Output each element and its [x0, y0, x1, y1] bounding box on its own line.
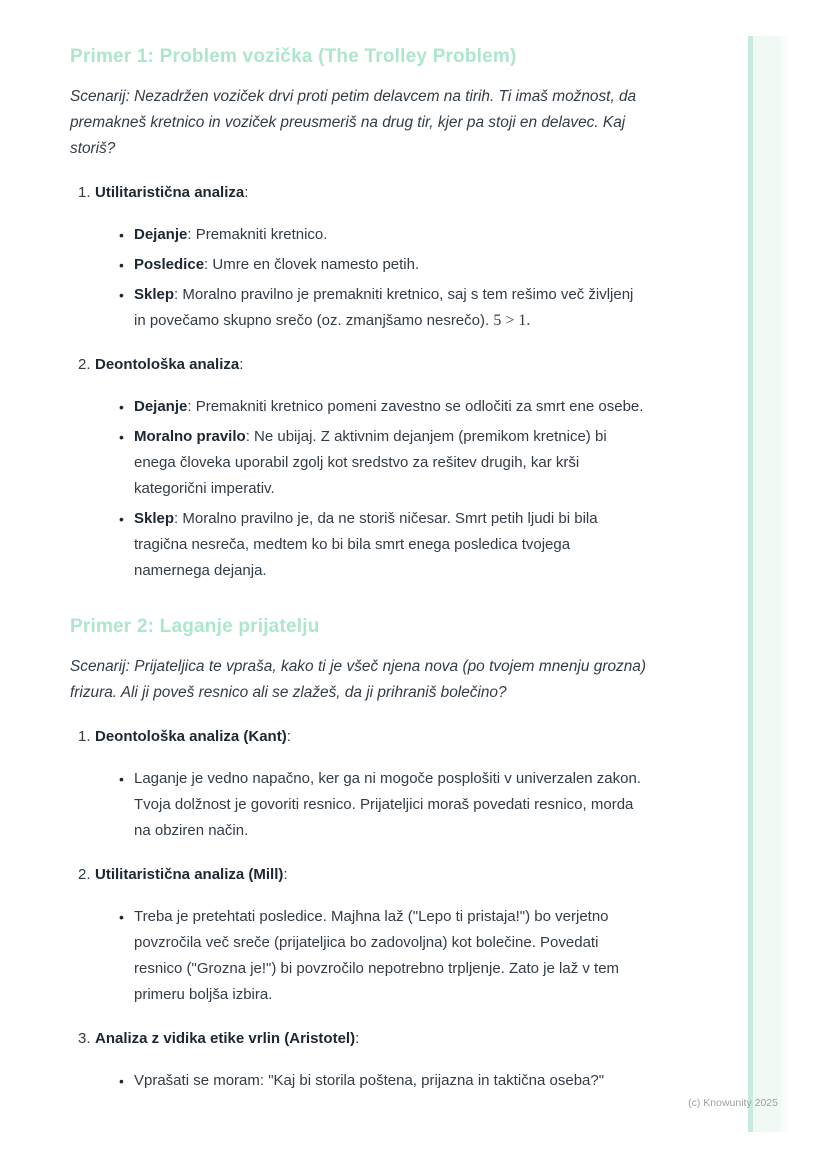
bullet-text: Laganje je vedno napačno, ker ga ni mogoče posplošiti v univerzalen zakon. Tvoja dolžnost je govoriti resnico. Prijateljici moraš povedati resnico, morda na obziren način.: [134, 770, 641, 839]
item-label: [95, 724, 291, 750]
bullet-list: [70, 766, 646, 844]
label-colon: :: [204, 256, 213, 273]
label-colon: :: [174, 286, 183, 303]
item-label-bold: Deontološka analiza: [95, 356, 240, 373]
item-label-bold: Deontološka analiza (Kant): [95, 728, 287, 745]
section-primer-1: [70, 44, 646, 584]
bullet-text: Ne ubijaj. Z aktivnim dejanjem (premikom kretnice) bi enega človeka uporabil zgolj kot sredstvo za rešitev drugih, kar krši kategorični imperativ.: [134, 428, 607, 497]
bullet-list: [70, 1068, 646, 1094]
bullet-text: Premakniti kretnico pomeni zavestno se odločiti za smrt ene osebe.: [195, 398, 644, 415]
label-colon: :: [355, 1030, 360, 1047]
label-colon: :: [174, 510, 183, 527]
copyright-footer: (c) Knowunity 2025: [688, 1097, 778, 1109]
scenario-paragraph: Scenarij: Prijateljica te vpraša, kako ti je všeč njena nova (po tvojem mnenju grozna) frizura. Ali ji poveš resnico ali se zlažeš, da ji prihraniš bolečino?: [70, 658, 646, 701]
label-colon: :: [283, 866, 288, 883]
bullet-text: Vprašati se moram: "Kaj bi storila poštena, prijazna in taktična oseba?": [134, 1072, 605, 1089]
bullet-list: [70, 394, 646, 584]
numbered-item: [70, 862, 646, 888]
bullet-list: [70, 222, 646, 334]
bullet-label: Sklep: [134, 286, 175, 303]
page-accent-band: [748, 36, 790, 1132]
section-primer-2: [70, 614, 646, 1094]
bullet-text: Moralno pravilno je, da ne storiš ničesar. Smrt petih ljudi bi bila tragična nesreča, medtem ko bi bila smrt enega posledica tvojega namernega dejanja.: [134, 510, 598, 579]
item-label-bold: Analiza z vidika etike vrlin (Aristotel): [95, 1030, 356, 1047]
bullet-item: [134, 1068, 646, 1094]
math-expression: 5 > 1.: [493, 312, 531, 329]
numbered-item: [70, 180, 646, 206]
item-label: [95, 1026, 359, 1052]
bullet-item: [134, 394, 646, 420]
bullet-text: Premakniti kretnico.: [195, 226, 328, 243]
bullet-label: Dejanje: [134, 398, 188, 415]
bullet-label: Sklep: [134, 510, 175, 527]
bullet-item: [134, 252, 646, 278]
item-label-bold: Utilitaristična analiza (Mill): [95, 866, 284, 883]
item-number: 3.: [78, 1030, 91, 1047]
label-colon: :: [244, 184, 249, 201]
numbered-item: [70, 352, 646, 378]
label-colon: :: [187, 398, 196, 415]
item-label: [95, 180, 248, 206]
label-colon: :: [245, 428, 255, 445]
label-colon: :: [239, 356, 244, 373]
bullet-text: Umre en človek namesto petih.: [212, 256, 420, 273]
bullet-item: [134, 904, 646, 1008]
item-label-bold: Utilitaristična analiza: [95, 184, 245, 201]
item-number: 2.: [78, 356, 91, 373]
bullet-label: Moralno pravilo: [134, 428, 246, 445]
bullet-item: [134, 506, 646, 584]
numbered-item: [70, 1026, 646, 1052]
bullet-item: [134, 766, 646, 844]
bullet-label: Posledice: [134, 256, 205, 273]
section-heading: Primer 2: Laganje prijatelju: [70, 616, 320, 637]
bullet-text: Moralno pravilno je premakniti kretnico, saj s tem rešimo več življenj in povečamo skupno srečo (oz. zmanjšamo nesrečo).: [134, 286, 634, 329]
bullet-item: [134, 222, 646, 248]
bullet-text: Treba je pretehtati posledice. Majhna laž ("Lepo ti pristaja!") bo verjetno povzročila več sreče (prijateljica bo zadovoljna) kot bolečine. Povedati resnico ("Grozna je!") bi povzročilo nepotrebno trpljenje. Zato je laž v tem primeru boljša izbira.: [134, 908, 620, 1003]
label-colon: :: [187, 226, 196, 243]
scenario-paragraph: Scenarij: Nezadržen voziček drvi proti petim delavcem na tirih. Ti imaš možnost, da premakneš kretnico in voziček preusmeriš na drug tir, kjer pa stoji en delavec. Kaj storiš?: [70, 88, 637, 157]
numbered-item: [70, 724, 646, 750]
document-content: [70, 44, 646, 1098]
bullet-item: [134, 282, 646, 334]
bullet-label: Dejanje: [134, 226, 188, 243]
label-colon: :: [286, 728, 291, 745]
section-heading: Primer 1: Problem vozička (The Trolley Problem): [70, 46, 517, 67]
item-label: [95, 862, 288, 888]
bullet-list: [70, 904, 646, 1008]
item-label: [95, 352, 243, 378]
item-number: 1.: [78, 728, 91, 745]
item-number: 1.: [78, 184, 91, 201]
bullet-item: [134, 424, 646, 502]
item-number: 2.: [78, 866, 91, 883]
